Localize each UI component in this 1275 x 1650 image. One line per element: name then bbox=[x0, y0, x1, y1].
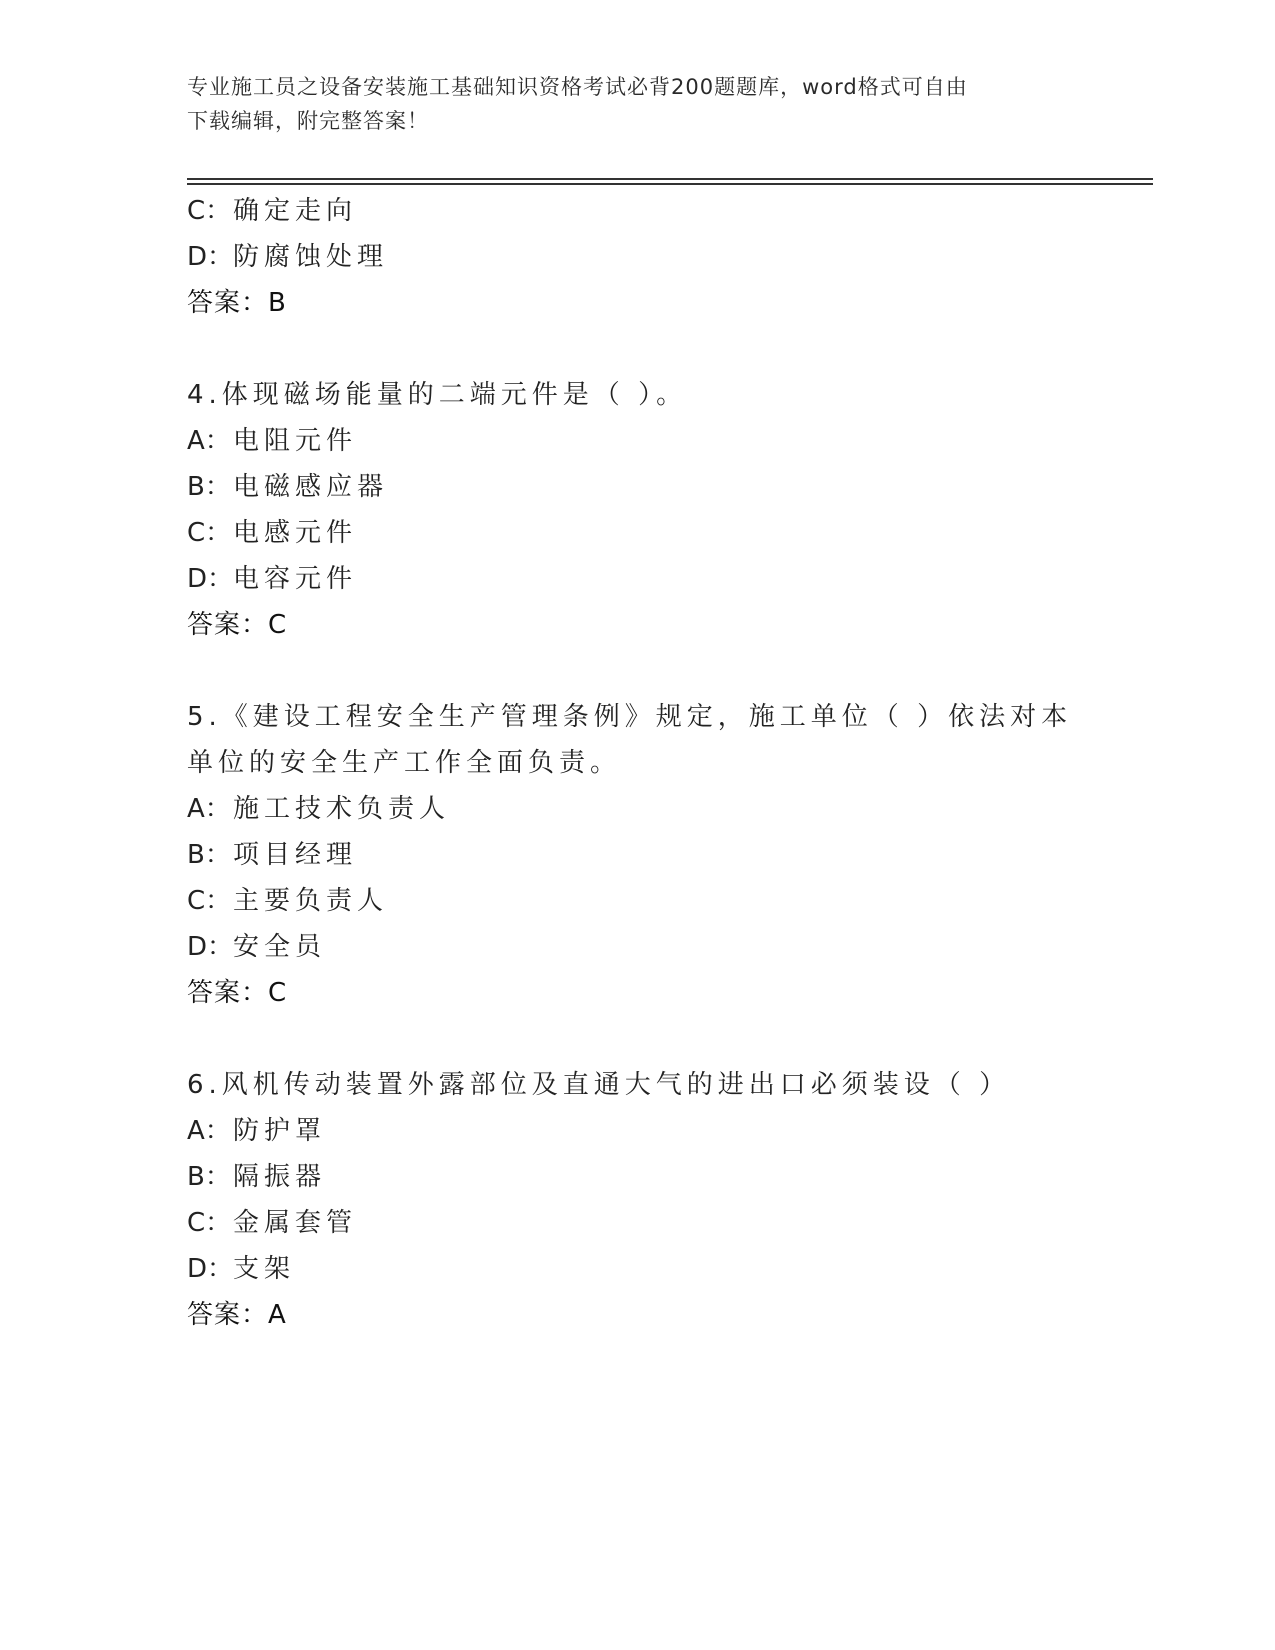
option-letter: D： bbox=[187, 1254, 234, 1284]
header-line-2: 下载编辑，附完整答案！ bbox=[187, 109, 429, 133]
answer-line: 答案：A bbox=[187, 1300, 287, 1330]
answer-line: 答案：C bbox=[187, 610, 288, 640]
option-letter: A： bbox=[187, 1116, 231, 1146]
option-text: 隔振器 bbox=[233, 1162, 327, 1192]
document-header bbox=[187, 70, 1087, 138]
option-text: 防护罩 bbox=[233, 1116, 327, 1146]
header-rule-top bbox=[187, 178, 1153, 180]
option-text: 主要负责人 bbox=[233, 886, 389, 916]
option-a bbox=[187, 786, 1087, 832]
option-text: 项目经理 bbox=[233, 840, 358, 870]
option-text: 电容元件 bbox=[233, 564, 358, 594]
option-b bbox=[187, 1154, 1087, 1200]
option-c bbox=[187, 188, 1087, 234]
option-d bbox=[187, 556, 1087, 602]
previous-question-tail bbox=[187, 188, 1087, 326]
option-a bbox=[187, 418, 1087, 464]
question-text: 5.《建设工程安全生产管理条例》规定，施工单位（ ）依法对本单位的安全生产工作全面负责。 bbox=[187, 702, 1073, 778]
answer-line: 答案：C bbox=[187, 978, 288, 1008]
question-4 bbox=[187, 372, 1087, 648]
option-text: 确定走向 bbox=[233, 196, 358, 226]
option-d bbox=[187, 1246, 1087, 1292]
option-letter: C： bbox=[187, 518, 232, 548]
option-text: 防腐蚀处理 bbox=[233, 242, 389, 272]
option-text: 金属套管 bbox=[233, 1208, 358, 1238]
option-letter: C： bbox=[187, 196, 232, 226]
answer-line: 答案：B bbox=[187, 288, 287, 318]
option-letter: B： bbox=[187, 472, 231, 502]
option-d bbox=[187, 234, 1087, 280]
option-letter: C： bbox=[187, 1208, 232, 1238]
option-c bbox=[187, 510, 1087, 556]
option-letter: D： bbox=[187, 242, 234, 272]
question-text: 6.风机传动装置外露部位及直通大气的进出口必须装设（ ） bbox=[187, 1070, 1011, 1100]
header-line-1: 专业施工员之设备安装施工基础知识资格考试必背200题题库，word格式可自由 bbox=[187, 75, 968, 99]
option-text: 电感元件 bbox=[233, 518, 358, 548]
document-body bbox=[187, 188, 1087, 1338]
option-a bbox=[187, 1108, 1087, 1154]
option-letter: B： bbox=[187, 1162, 231, 1192]
option-b bbox=[187, 832, 1087, 878]
option-letter: A： bbox=[187, 794, 231, 824]
option-letter: B： bbox=[187, 840, 231, 870]
option-b bbox=[187, 464, 1087, 510]
option-c bbox=[187, 878, 1087, 924]
option-c bbox=[187, 1200, 1087, 1246]
question-5 bbox=[187, 694, 1087, 1016]
header-rule-bottom bbox=[187, 183, 1153, 185]
option-text: 安全员 bbox=[233, 932, 327, 962]
option-text: 电阻元件 bbox=[233, 426, 358, 456]
option-text: 施工技术负责人 bbox=[233, 794, 451, 824]
option-letter: D： bbox=[187, 564, 234, 594]
option-letter: C： bbox=[187, 886, 232, 916]
question-text: 4.体现磁场能量的二端元件是（ ）。 bbox=[187, 380, 688, 410]
option-d bbox=[187, 924, 1087, 970]
option-text: 支架 bbox=[233, 1254, 296, 1284]
option-text: 电磁感应器 bbox=[233, 472, 389, 502]
option-letter: A： bbox=[187, 426, 231, 456]
option-letter: D： bbox=[187, 932, 234, 962]
question-6 bbox=[187, 1062, 1087, 1338]
